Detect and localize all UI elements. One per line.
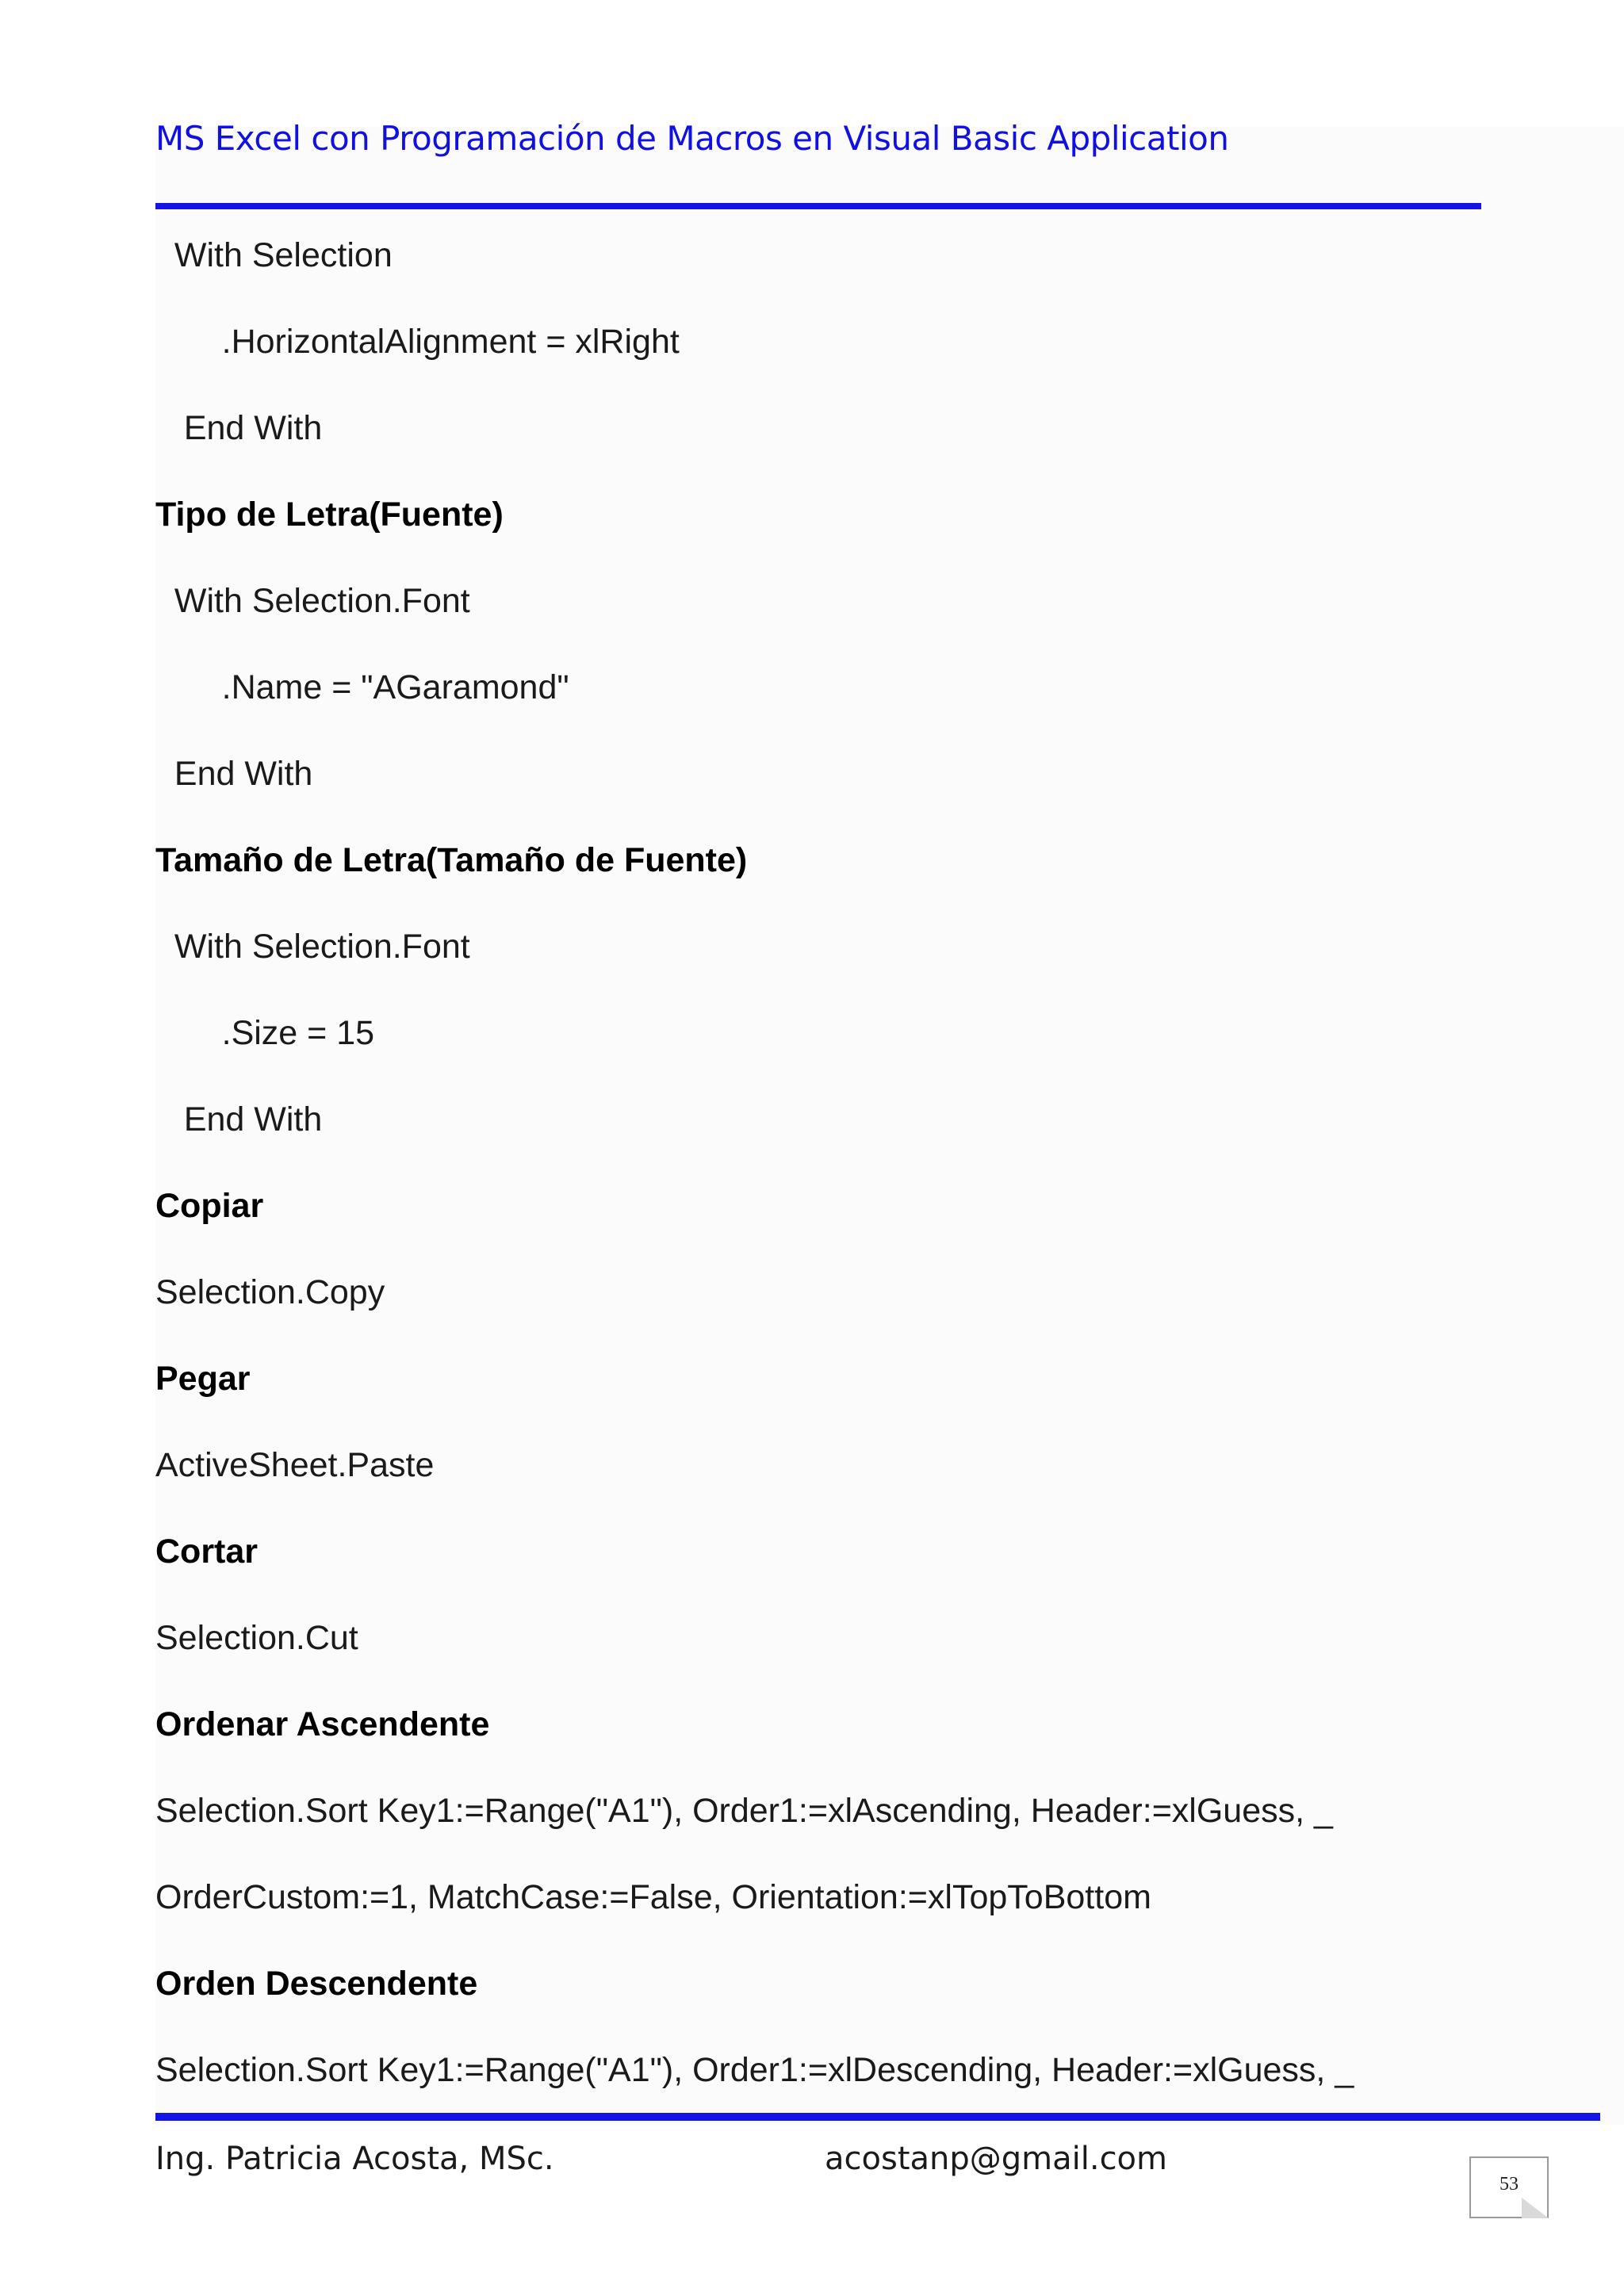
- code-line: OrderCustom:=1, MatchCase:=False, Orientation:=xlTopToBottom: [155, 1878, 1151, 1916]
- section-heading: Pegar: [155, 1360, 251, 1398]
- code-line: With Selection.Font: [155, 928, 470, 966]
- footer-author: Ing. Patricia Acosta, MSc.: [155, 2141, 554, 2177]
- code-line: With Selection: [155, 236, 393, 274]
- code-line: .Name = "AGaramond": [155, 668, 569, 706]
- code-line: End With: [155, 755, 313, 793]
- section-heading: Copiar: [155, 1187, 264, 1225]
- code-line: Selection.Sort Key1:=Range("A1"), Order1:=xlDescending, Header:=xlGuess, _: [155, 2051, 1354, 2089]
- code-line: Selection.Sort Key1:=Range("A1"), Order1:=xlAscending, Header:=xlGuess, _: [155, 1792, 1333, 1830]
- section-heading: Tamaño de Letra(Tamaño de Fuente): [155, 841, 748, 879]
- code-line: Selection.Cut: [155, 1619, 358, 1657]
- code-line: With Selection.Font: [155, 582, 470, 620]
- section-heading: Tipo de Letra(Fuente): [155, 496, 504, 534]
- section-heading: Orden Descendente: [155, 1965, 478, 2003]
- page-number-badge: [1469, 2156, 1549, 2218]
- code-line: ActiveSheet.Paste: [155, 1446, 435, 1484]
- page-number: 53: [1500, 2174, 1519, 2195]
- code-line: .HorizontalAlignment = xlRight: [155, 323, 680, 361]
- footer-email: acostanp@gmail.com: [825, 2141, 1167, 2177]
- section-heading: Ordenar Ascendente: [155, 1705, 490, 1743]
- header-title: MS Excel con Programación de Macros en Visual Basic Application: [155, 119, 1229, 158]
- code-line: .Size = 15: [155, 1014, 375, 1052]
- header-divider: [155, 203, 1481, 209]
- page-curl-icon: [1522, 2198, 1549, 2218]
- code-line: Selection.Copy: [155, 1273, 385, 1311]
- section-heading: Cortar: [155, 1533, 259, 1571]
- footer-divider: [155, 2113, 1600, 2121]
- code-line: End With: [155, 1100, 323, 1138]
- code-line: End With: [155, 409, 323, 447]
